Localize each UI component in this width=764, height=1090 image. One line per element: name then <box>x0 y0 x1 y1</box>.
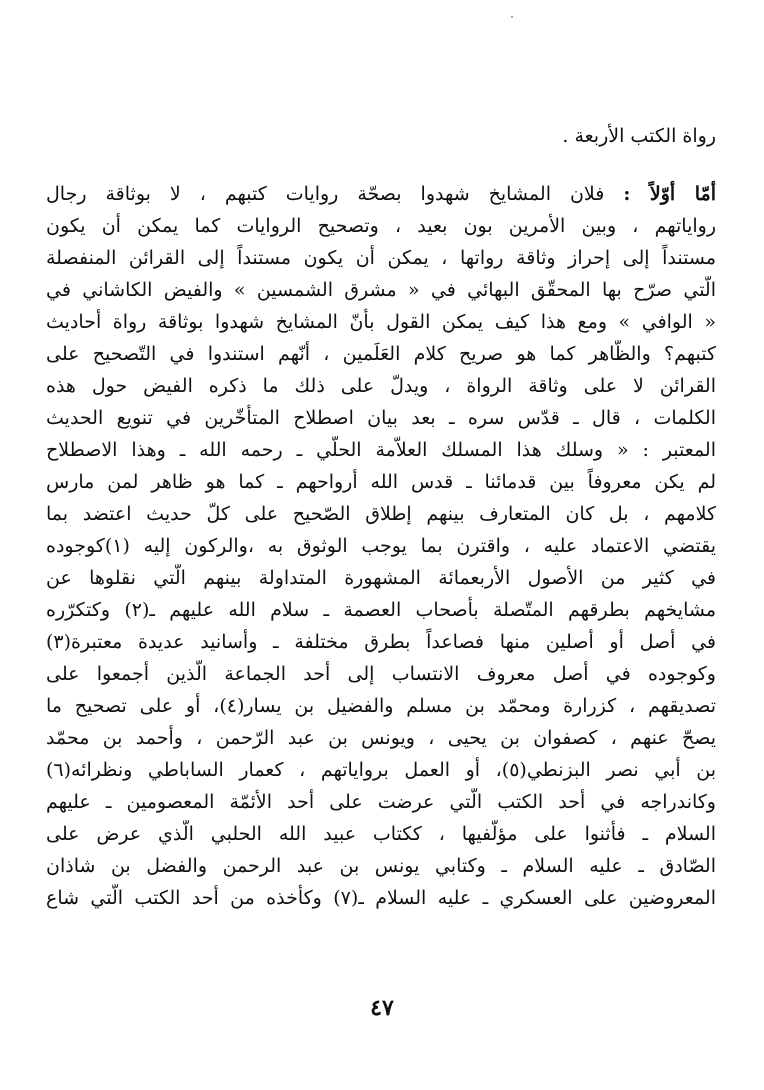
text-line: وكاندراجه في أحد الكتب الّتي عرضت على أحد الأئمّة المعصومين ـ عليهم <box>46 791 716 813</box>
text-line: يصحّ عنهم ، كصفوان بن يحيى ، ويونس بن عبد الرّحمن ، وأحمد بن محمّد <box>46 727 716 749</box>
text-line: في أصل أو أصلين منها فصاعداً بطرق مختلفة ـ وأسانيد عديدة معتبرة(٣) <box>46 631 716 653</box>
text-line: مستنداً إلى إحراز وثاقة رواتها ، يمكن أن يكون مستنداً إلى القرائن المنفصلة <box>46 247 716 269</box>
page-number: ٤٧ <box>370 995 394 1021</box>
text-line: في كثير من الأصول الأربعمائة المشهورة المتداولة بينهم الّتي نقلوها عن <box>46 567 716 589</box>
text-line: لم يكن معروفاً بين قدمائنا ـ قدس الله أرواحهم ـ كما هو ظاهر لمن مارس <box>46 471 716 493</box>
text-line: الّتي صرّح بها المحقّق البهائي في « مشرق الشمسين » والفيض الكاشاني في <box>46 279 716 301</box>
text-line: بن أبي نصر البزنطي(٥)، أو العمل برواياتهم ، كعمار الساباطي ونظرائه(٦) <box>46 759 716 781</box>
text-line: وكوجوده في أصل معروف الانتساب إلى أحد الجماعة الّذين أجمعوا على <box>46 663 716 685</box>
text-line: السلام ـ فأثنوا على مؤلّفيها ، ككتاب عبيد الله الحلبي الّذي عرض على <box>46 823 716 845</box>
text-line: المعتبر : « وسلك هذا المسلك العلاّمة الحلّي ـ رحمه الله ـ وهذا الاصطلاح <box>46 439 716 461</box>
text-line: كتبهم؟ والظّاهر كما هو صريح كلام العَلَمين ، أنّهم استندوا في التّصحيح على <box>46 343 716 365</box>
text-line: مشايخهم بطرقهم المتّصلة بأصحاب العصمة ـ سلام الله عليهم ـ(٢) وكتكرّره <box>46 599 716 621</box>
text-line: رواياتهم ، وبين الأمرين بون بعيد ، وتصحيح الروايات كما يمكن أن يكون <box>46 215 716 237</box>
scan-speck <box>511 16 513 18</box>
text-line: المعروضين على العسكري ـ عليه السلام ـ(٧) وكأخذه من أحد الكتب الّتي شاع <box>46 887 716 909</box>
text-line: كلامهم ، بل كان المتعارف بينهم إطلاق الصّحيح على كلّ حديث اعتضد بما <box>46 503 716 525</box>
lead-label: أمّا أوّلاً : <box>623 183 716 205</box>
text-line: فلان المشايخ شهدوا بصحّة روايات كتبهم ، لا بوثاقة رجال <box>46 183 605 205</box>
text-line: الصّادق ـ عليه السلام ـ وكتابي يونس بن عبد الرحمن والفضل بن شاذان <box>46 855 716 877</box>
text-line: « الوافي » ومع هذا كيف يمكن القول بأنّ المشايخ شهدوا بوثاقة رواة أحاديث <box>46 311 716 333</box>
text-line: القرائن لا على وثاقة الرواة ، ويدلّ على ذلك ما ذكره الفيض حول هذه <box>46 375 716 397</box>
text-line: تصديقهم ، كزرارة ومحمّد بن مسلم والفضيل بن يسار(٤)، أو على تصحيح ما <box>46 695 716 717</box>
paragraph-first-line <box>46 180 716 208</box>
text-line: الكلمات ، قال ـ قدّس سره ـ بعد بيان اصطلاح المتأخّرين في تنويع الحديث <box>46 407 716 429</box>
intro-line: رواة الكتب الأربعة . <box>562 125 716 147</box>
text-line: يقتضي الاعتماد عليه ، واقترن بما يوجب الوثوق به ،والركون إليه (١)كوجوده <box>46 535 716 557</box>
